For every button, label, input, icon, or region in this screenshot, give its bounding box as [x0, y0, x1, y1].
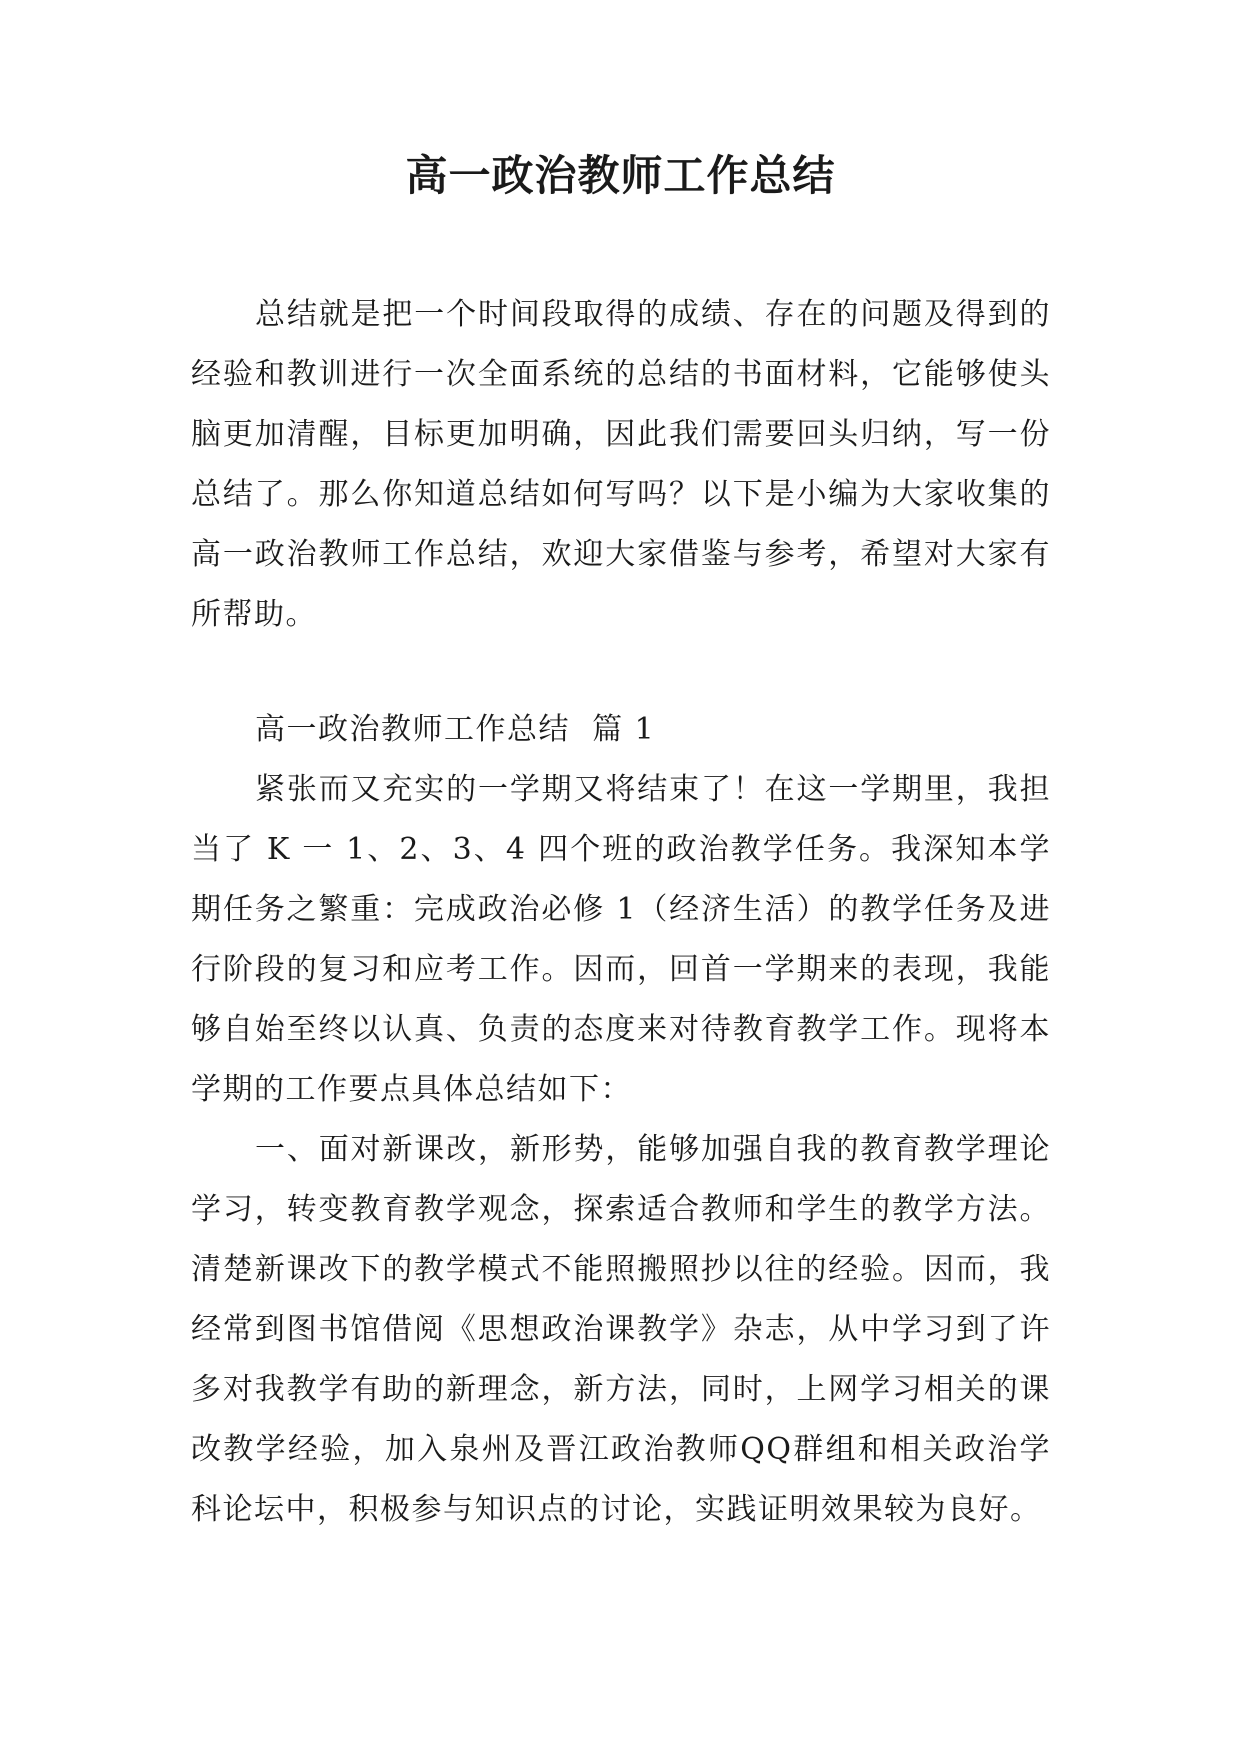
section-heading: 高一政治教师工作总结 篇 1 — [255, 712, 656, 747]
section-block — [191, 700, 1051, 1540]
intro-block — [191, 285, 1051, 645]
body-paragraph: 一、面对新课改，新形势，能够加强自我的教育教学理论学习，转变教育教学观念，探索适合教师和学生的教学方法。清楚新课改下的教学模式不能照搬照抄以往的经验。因而，我经常到图书馆借阅《思想政治课教学》杂志，从中学习到了许多对我教学有助的新理念，新方法，同时，上网学习相关的课改教学经验，加入泉州及晋江政治教师QQ群组和相关政治学科论坛中，积极参与知识点的讨论，实践证明效果较为良好。 — [191, 1132, 1051, 1527]
document-title: 高一政治教师工作总结 — [405, 151, 836, 200]
body-paragraph: 紧张而又充实的一学期又将结束了！在这一学期里，我担当了 K 一 1、2、3、4 四个班的政治教学任务。我深知本学期任务之繁重：完成政治必修 1（经济生活）的教学任务及进行阶段的复习和应考工作。因而，回首一学期来的表现，我能够自始至终以认真、负责的态度来对待教育教学工作。现将本学期的工作要点具体总结如下： — [191, 772, 1051, 1107]
intro-paragraph: 总结就是把一个时间段取得的成绩、存在的问题及得到的经验和教训进行一次全面系统的总结的书面材料，它能够使头脑更加清醒，目标更加明确，因此我们需要回头归纳，写一份总结了。那么你知道总结如何写吗？以下是小编为大家收集的高一政治教师工作总结，欢迎大家借鉴与参考，希望对大家有所帮助。 — [191, 297, 1051, 632]
